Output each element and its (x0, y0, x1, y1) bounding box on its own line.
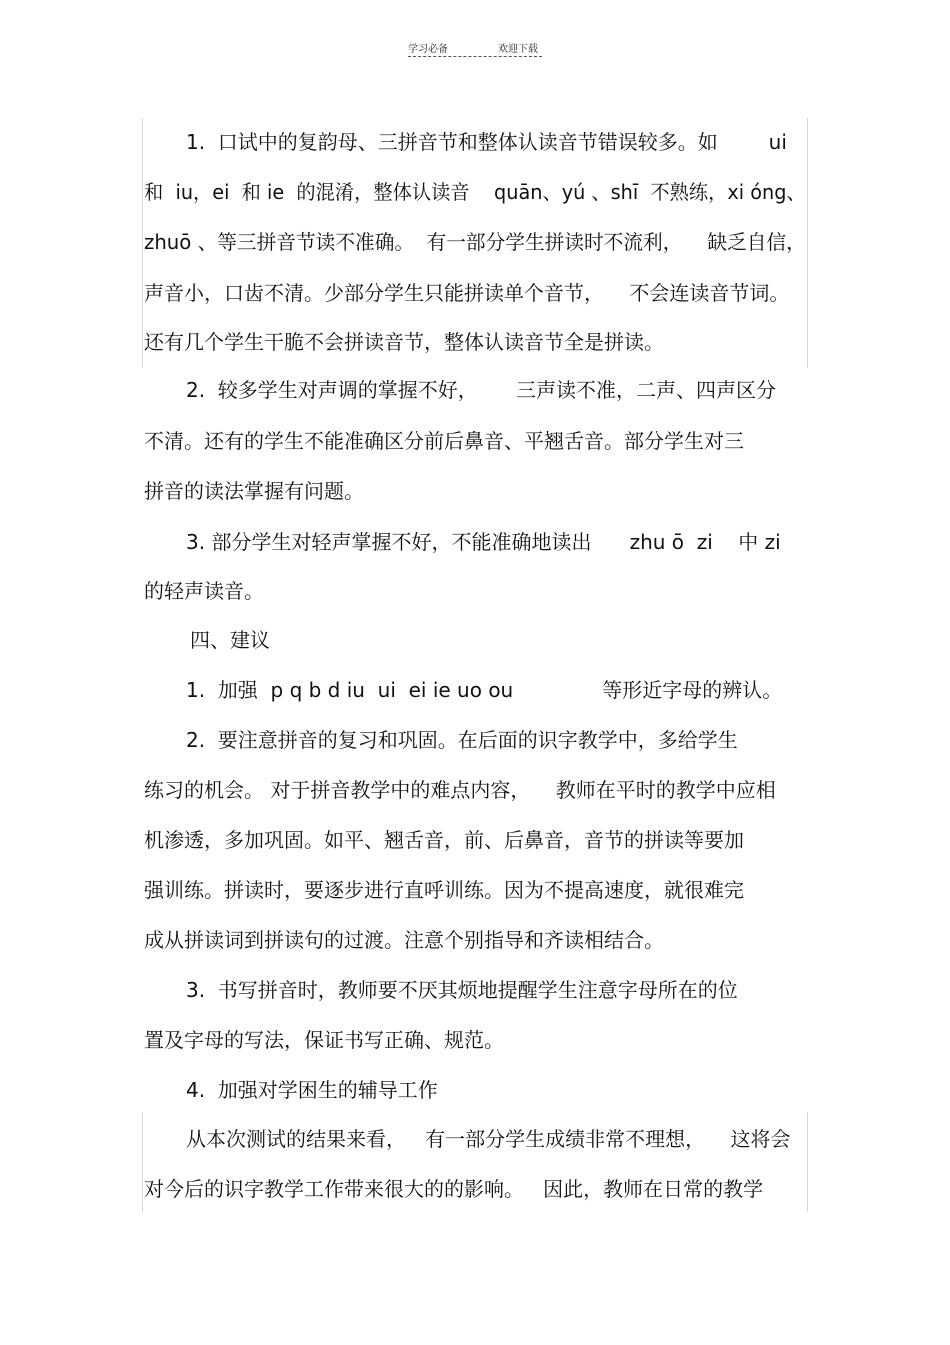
text-line: 1. 加强 p q b d iu ui ei ie uo ou 等形近字母的辨认。 (186, 678, 783, 702)
text-line: 置及字母的写法，保证书写正确、规范。 (144, 1028, 504, 1052)
text-line: 拼音的读法掌握有问题。 (144, 479, 364, 503)
text-line: 从本次测试的结果来看， 有一部分学生成绩非常不理想， 这将会 (186, 1127, 791, 1151)
text-line: 1. 口试中的复韵母、三拼音节和整体认读音节错误较多。如 ui (186, 130, 787, 154)
text-line: 成从拼读词到拼读句的过渡。注意个别指导和齐读相结合。 (144, 928, 664, 952)
text-line: 2. 较多学生对声调的掌握不好， 三声读不准，二声、四声区分 (186, 378, 776, 402)
text-line: 的轻声读音。 (144, 579, 264, 603)
text-line: 和 iu，ei 和 ie 的混淆，整体认读音 quān、yú 、shī 不熟练，xi óng、 (144, 180, 806, 204)
text-line: 不清。还有的学生不能准确区分前后鼻音、平翘舌音。部分学生对三 (144, 429, 744, 453)
text-line: 4. 加强对学困生的辅导工作 (186, 1078, 438, 1102)
text-line: 对今后的识字教学工作带来很大的的影响。 因此，教师在日常的教学 (144, 1177, 764, 1201)
header-left-text: 学习必备 (408, 44, 448, 55)
text-line: 2. 要注意拼音的复习和巩固。在后面的识字教学中，多给学生 (186, 728, 738, 752)
text-line: 还有几个学生干脆不会拼读音节，整体认读音节全是拼读。 (144, 330, 664, 354)
text-line: 机渗透，多加巩固。如平、翘舌音，前、后鼻音，音节的拼读等要加 (144, 828, 744, 852)
header-right-text: 欢迎下载 (498, 44, 538, 55)
text-line: 3. 书写拼音时，教师要不厌其烦地提醒学生注意字母所在的位 (186, 978, 738, 1002)
text-line: zhuō 、等三拼音节读不准确。 有一部分学生拼读时不流利， 缺乏自信， (144, 230, 806, 254)
section-heading: 四、建议 (190, 628, 270, 652)
text-line: 练习的机会。 对于拼音教学中的难点内容， 教师在平时的教学中应相 (144, 778, 776, 802)
text-line: 声音小，口齿不清。少部分学生只能拼读单个音节， 不会连读音节词。 (144, 281, 790, 305)
text-line: 强训练。拼读时，要逐步进行直呼训练。因为不提高速度，就很难完 (144, 878, 744, 902)
page-header (408, 38, 542, 57)
text-line: 3. 部分学生对轻声掌握不好，不能准确地读出 zhu ō zi 中 zi (186, 530, 781, 554)
